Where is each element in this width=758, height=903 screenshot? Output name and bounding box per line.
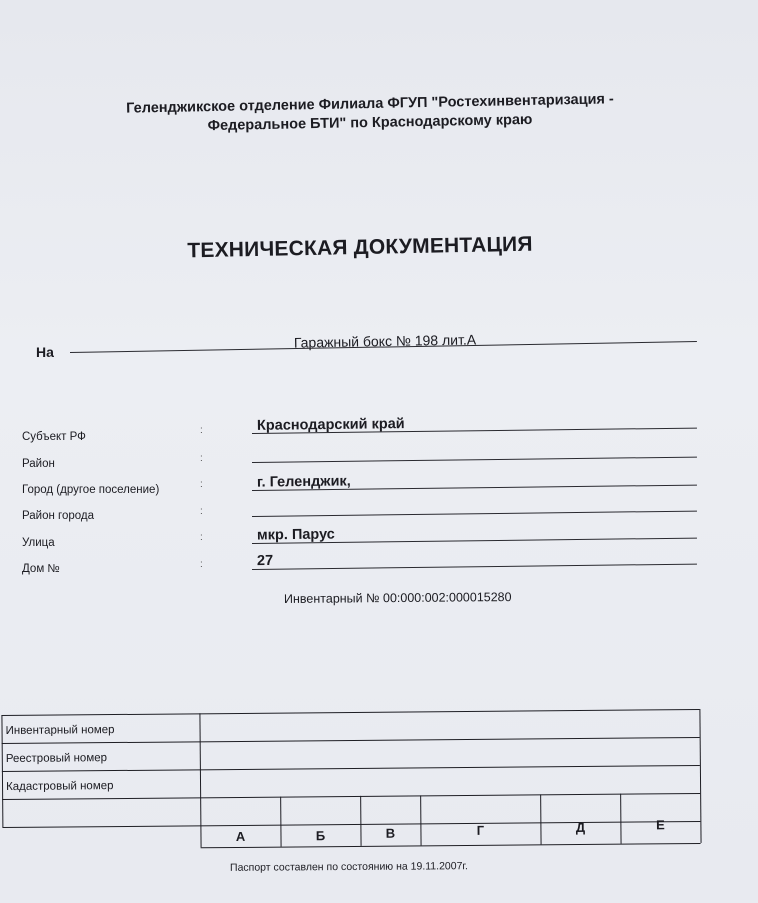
field-colon: : [200,532,203,543]
row-label-registry: Реестровый номер [5,752,108,766]
field-colon: : [200,479,203,490]
table-border [201,843,701,848]
field-colon: : [200,425,203,436]
field-label-city: Город (другое поселение) [22,484,160,496]
field-value-city: г. Геленджик, [256,473,351,491]
object-label: На [36,344,54,360]
table-border [2,765,700,772]
column-letter: В [385,825,396,841]
field-label-street: Улица [22,537,55,549]
table-border [1,709,699,716]
table-border [360,796,361,846]
column-letter: Г [476,822,485,838]
header-org-line-1: Геленджикское отделение Филиала ФГУП "Ростехинвентаризация - [126,91,614,117]
field-label-city-district: Район города [22,510,95,522]
field-value-house: 27 [256,552,274,570]
field-value-street: мкр. Парус [256,526,335,544]
table-border [699,709,701,843]
field-value-subject: Краснодарский край [256,416,405,434]
table-border [280,797,281,847]
table-border [2,793,700,800]
header-org-line-2: Федеральное БТИ" по Краснодарскому краю [207,111,533,135]
document-title: ТЕХНИЧЕСКАЯ ДОКУМЕНТАЦИЯ [187,232,533,263]
column-letter: Б [315,828,326,844]
field-label-house: Дом № [22,563,60,575]
table-border [199,713,201,847]
table-border [420,795,421,845]
table-border [540,794,541,844]
table-border [620,794,621,844]
passport-date-note: Паспорт составлен по состоянию на 19.11.2007г. [229,860,468,874]
field-label-district: Район [22,458,55,470]
field-colon: : [200,559,203,570]
column-letter: А [235,828,246,844]
table-border [2,821,700,828]
field-colon: : [200,506,203,517]
field-colon: : [200,453,203,464]
object-value: Гаражный бокс № 198 лит.А [293,331,477,351]
table-border [2,737,700,744]
row-label-inventory: Инвентарный номер [5,724,115,738]
inventory-number: Инвентарный № 00:000:002:000015280 [283,590,512,606]
column-letter: Д [575,819,586,836]
column-letter: Е [655,817,665,833]
row-label-cadastral: Кадастровый номер [5,780,114,794]
field-label-subject: Субъект РФ [22,431,86,443]
